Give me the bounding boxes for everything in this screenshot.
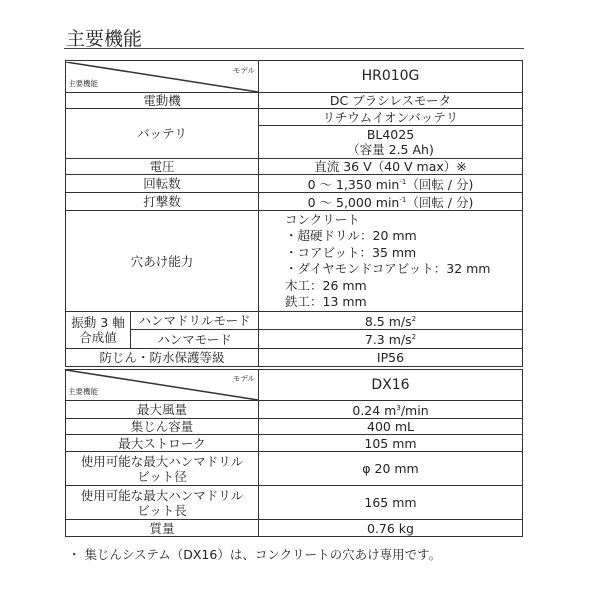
section-title: 主要機能 xyxy=(66,28,143,50)
impact-number: 0 ～ 5,000 min xyxy=(307,195,400,211)
rotation-value xyxy=(259,175,523,193)
vibration-label xyxy=(66,312,131,348)
vibration-label-1: 振動 3 軸 xyxy=(71,314,125,330)
vibration-sup: 2 xyxy=(411,333,417,342)
spec-label-line: 使用可能な最大ハンマドリル xyxy=(80,487,244,503)
spec-label-line: ビット径 xyxy=(137,468,187,484)
spec-label-line: ビット長 xyxy=(137,502,187,518)
spec-label: 最大ストローク xyxy=(66,435,259,452)
hammer-mode-value xyxy=(259,330,523,348)
rotation-sup: -1 xyxy=(399,178,407,186)
rotation-unit: （回転 / 分) xyxy=(406,177,474,193)
hr010g-spec-table xyxy=(65,60,523,367)
header-diagonal-cell xyxy=(66,61,259,93)
impact-sup: -1 xyxy=(399,196,407,205)
airflow-sup: 3 xyxy=(396,404,401,412)
impact-unit: （回転 / 分) xyxy=(406,195,474,211)
protection-value: IP56 xyxy=(259,348,523,366)
spec-label-line: 使用可能な最大ハンマドリル xyxy=(80,453,244,469)
footnote: ・ 集じんシステム（DX16）は、コンクリートの穴あけ専用です。 xyxy=(68,547,442,562)
vibration-value-2: 7.3 m/s xyxy=(364,332,412,348)
header-diagonal-cell xyxy=(66,370,259,401)
drilling-line: 木工：26 mm xyxy=(285,277,367,293)
vibration-sup: 2 xyxy=(411,315,417,324)
vibration-value-1: 8.5 m/s xyxy=(364,314,412,330)
voltage-label: 電圧 xyxy=(66,159,259,175)
spec-value: 0.76 kg xyxy=(259,520,523,537)
title-divider xyxy=(64,48,524,49)
hammer-drill-mode-label: ハンマドリルモード xyxy=(131,312,259,330)
motor-value: DC ブラシレスモータ xyxy=(259,93,523,109)
spec-label: 集じん容量 xyxy=(66,419,259,435)
battery-model: BL4025 xyxy=(366,127,415,142)
model-label: モデル xyxy=(232,374,255,383)
drilling-label: 穴あけ能力 xyxy=(66,211,259,312)
dx16-spec-table xyxy=(65,369,523,537)
battery-type: リチウムイオンバッテリ xyxy=(259,109,523,126)
drilling-line: コンクリート xyxy=(285,211,360,227)
feature-label: 主要機能 xyxy=(68,387,98,396)
spec-label: 質量 xyxy=(66,520,259,537)
spec-value: 400 mL xyxy=(259,419,523,435)
battery-label: バッテリ xyxy=(66,109,259,159)
drilling-line: ・ダイヤモンドコアビット：32 mm xyxy=(285,261,491,277)
spec-value: 165 mm xyxy=(259,486,523,520)
rotation-number: 0 ～ 1,350 min xyxy=(307,177,400,193)
model-label: モデル xyxy=(232,65,255,75)
spec-label xyxy=(66,486,259,520)
spec-value: φ 20 mm xyxy=(259,452,523,486)
motor-label: 電動機 xyxy=(66,93,259,109)
airflow-number: 0.24 m xyxy=(352,403,397,419)
model-name: HR010G xyxy=(259,61,523,93)
hammer-drill-mode-value xyxy=(259,312,523,330)
drilling-line: ・コアビット：35 mm xyxy=(285,244,417,260)
impact-label: 打撃数 xyxy=(66,193,259,211)
drilling-values xyxy=(259,211,523,312)
protection-label: 防じん・防水保護等級 xyxy=(66,348,259,366)
drilling-line: 鉄工：13 mm xyxy=(285,294,367,310)
drilling-line: ・超硬ドリル：20 mm xyxy=(285,228,417,244)
vibration-label-2: 合成値 xyxy=(79,329,117,345)
impact-value xyxy=(259,193,523,211)
spec-value xyxy=(259,401,523,419)
airflow-unit: /min xyxy=(400,403,429,419)
battery-model-cell xyxy=(259,126,523,159)
voltage-value: 直流 36 V（40 V max）※ xyxy=(259,159,523,175)
spec-label xyxy=(66,452,259,486)
rotation-label: 回転数 xyxy=(66,175,259,193)
hammer-mode-label: ハンマモード xyxy=(131,330,259,348)
spec-value: 105 mm xyxy=(259,435,523,452)
battery-capacity: （容量 2.5 Ah) xyxy=(347,142,434,157)
feature-label: 主要機能 xyxy=(68,78,98,88)
spec-label: 最大風量 xyxy=(66,401,259,419)
model-name: DX16 xyxy=(259,370,523,401)
